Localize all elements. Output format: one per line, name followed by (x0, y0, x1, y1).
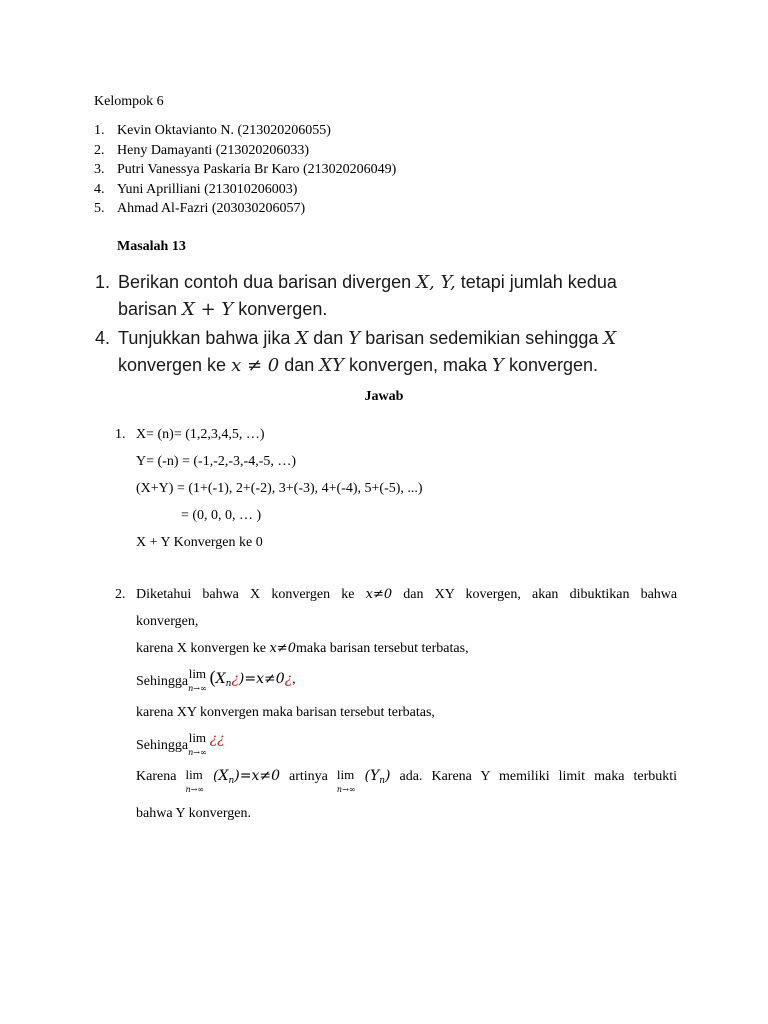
limit-expression: lim n→∞ (185, 767, 204, 794)
limit-expression: lim n→∞ (336, 767, 356, 794)
answer-number: 2. (115, 587, 126, 602)
member-number: 3. (94, 162, 105, 177)
answer-1-line: Y= (-n) = (-1,-2,-3,-4,-5, …) (136, 454, 297, 469)
answer-2-line-1: Diketahui bahwa X konvergen ke x≠0 dan XY kovergen, akan dibuktikan bahwa (136, 587, 678, 602)
limit-expression: lim n→∞ (188, 730, 207, 757)
answer-2-line-3: karena X konvergen ke x≠0maka barisan tersebut terbatas, (136, 641, 469, 656)
member-name: Yuni Aprilliani (213010206003) (117, 182, 298, 197)
limit-expression: lim n→∞ (188, 666, 207, 693)
answer-2-line-2: konvergen, (136, 614, 199, 629)
member-name: Kevin Oktavianto N. (213020206055) (117, 123, 331, 138)
answer-number: 1. (115, 427, 126, 442)
member-number: 4. (94, 182, 105, 197)
answer-2-line-7: Karena lim n→∞ $(X_n)=x\ne 0$ artinya lim n→∞ $(Y_n)$ ada. Karena Y memiliki limit maka terbukti (136, 767, 678, 794)
problem-number: 1. (95, 272, 111, 292)
problem-title: Masalah 13 (117, 239, 186, 254)
answer-2-line-5: karena XY konvergen maka barisan tersebut terbatas, (136, 705, 435, 720)
problem-4-line-1: Tunjukkan bahwa jika X dan Y barisan sedemikian sehingga X (118, 328, 617, 349)
member-name: Heny Damayanti (213020206033) (117, 143, 310, 158)
member-number: 5. (94, 201, 105, 216)
problem-1-line-2: barisan X + Y konvergen. (118, 299, 328, 320)
problem-1-line-1: Berikan contoh dua barisan divergen X, Y, tetapi jumlah kedua (118, 272, 617, 293)
problem-number: 4. (95, 328, 111, 348)
member-name: Putri Vanessya Paskaria Br Karo (213020206049) (117, 162, 397, 177)
answer-2-line-6: Sehinggalim n→∞ ¿¿ (136, 730, 225, 757)
member-number: 2. (94, 143, 105, 158)
group-title: Kelompok 6 (94, 94, 164, 109)
problem-4-line-2: konvergen ke x ≠ 0 dan XY konvergen, maka Y konvergen. (118, 355, 598, 376)
answer-1-line: = (0, 0, 0, … ) (181, 508, 262, 523)
answer-1-line: X= (n)= (1,2,3,4,5, …) (136, 427, 265, 442)
answer-1-line: X + Y Konvergen ke 0 (136, 535, 263, 550)
answer-2-line-4: Sehinggalim n→∞ $(X_n¿)=x\ne 0¿$, (136, 666, 296, 693)
member-number: 1. (94, 123, 105, 138)
answer-title: Jawab (364, 389, 404, 404)
member-name: Ahmad Al-Fazri (203030206057) (117, 201, 306, 216)
answer-2-line-8: bahwa Y konvergen. (136, 806, 251, 821)
answer-1-line: (X+Y) = (1+(-1), 2+(-2), 3+(-3), 4+(-4), 5+(-5), ...) (136, 481, 423, 496)
